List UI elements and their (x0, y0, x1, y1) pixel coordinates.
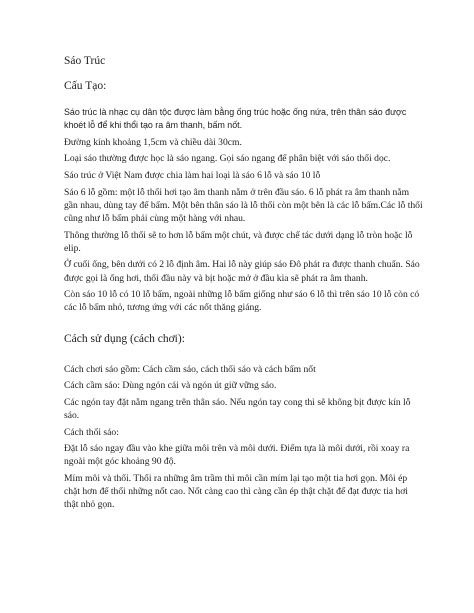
paragraph-dimensions: Đường kính khoảng 1,5cm và chiều dài 30cm. (64, 136, 242, 148)
paragraph-transverse-flute: Loại sáo thường được học là sáo ngang. Gọi sáo ngang để phân biệt với sáo thổi dọc. (64, 153, 391, 165)
paragraph-playing-overview: Cách chơi sáo gồm: Cách cầm sáo, cách thổi sáo và cách bấm nốt (64, 363, 316, 375)
paragraph-six-hole: Sáo 6 lỗ gồm: một lỗ thổi hơi tạo âm thanh nằm ở trên đầu sáo. 6 lỗ phát ra âm thanh nằm gần nhau, dùng tay để bấm. Một bên thân sáo là lỗ thổi còn một bên là các lỗ bấm.Các lỗ thổi cũng như lỗ bấm phải cùng một hàng với nhau. (64, 186, 423, 224)
paragraph-ten-hole: Còn sáo 10 lỗ có 10 lỗ bấm, ngoài những lỗ bấm giống như sáo 6 lỗ thì trên sáo 10 lỗ còn có các lỗ bấm nhỏ, tương ứng với các nốt thăng giáng. (64, 289, 420, 314)
section-heading-usage: Cách sử dụng (cách chơi): (64, 332, 185, 345)
paragraph-holding: Cách cầm sáo: Dùng ngón cái và ngón út giữ vững sáo. (64, 380, 277, 392)
paragraph-blowing-technique: Mím môi và thổi. Thổi ra những âm trầm thì môi cần mím lại tạo một tia hơi gọn. Môi ép chặt hơn để thổi những nốt cao. Nốt càng cao thì càng cần ép thật chặt để đạt được tia hơi thật nhỏ gọn. (64, 472, 408, 511)
document-body (64, 54, 424, 515)
paragraph-blowing-heading: Cách thổi sáo: (64, 426, 119, 438)
paragraph-intro: Sáo trúc là nhạc cụ dân tộc được làm bằng ống trúc hoặc ống nứa, trên thân sáo được khoét lỗ để khi thổi tạo ra âm thanh, bấm nốt. (64, 107, 407, 131)
paragraph-tuning-holes: Ở cuối ống, bên dưới có 2 lỗ định âm. Hai lỗ này giúp sáo Đô phát ra được thanh chuẩn. Sáo được gọi là ống hơi, thổi đầu này và bịt hoặc mở ở đầu kia sẽ phát ra âm thanh. (64, 259, 420, 284)
paragraph-lip-position: Đặt lỗ sáo ngay đầu vào khe giữa môi trên và môi dưới. Điểm tựa là môi dưới, rồi xoay ra ngoài một góc khoảng 90 độ. (64, 443, 410, 468)
paragraph-finger-position: Các ngón tay đặt nằm ngang trên thân sáo. Nếu ngón tay cong thì sẽ không bịt được kín lỗ sáo. (64, 396, 411, 421)
paragraph-hole-shape: Thông thường lỗ thổi sẽ to hơn lỗ bấm một chút, và được chế tác dưới dạng lỗ tròn hoặc lỗ elip. (64, 229, 413, 254)
section-heading-structure: Cấu Tạo: (64, 80, 107, 92)
paragraph-flute-types: Sáo trúc ở Việt Nam được chia làm hai loại là sáo 6 lỗ và sáo 10 lỗ (64, 169, 321, 181)
document-title: Sáo Trúc (64, 55, 106, 67)
